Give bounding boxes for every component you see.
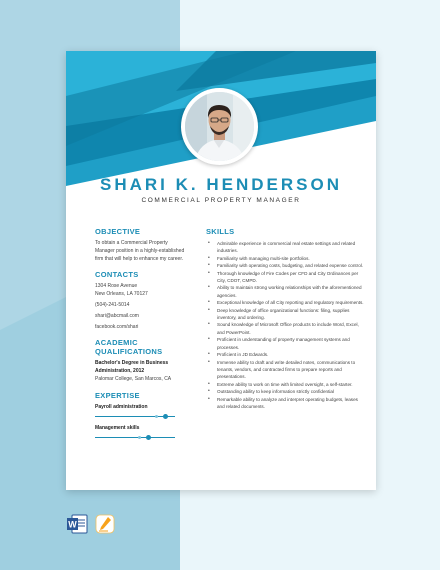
skill-item xyxy=(206,299,366,306)
expertise-item xyxy=(95,425,185,441)
expertise-level-marker-secondary xyxy=(138,436,141,439)
skill-text: Exceptional knowledge of all City reporting and regulatory requirements. xyxy=(217,300,364,306)
degree-line-2: Administration, 2012 xyxy=(95,368,145,375)
academic-heading-line-1: ACADEMIC xyxy=(95,338,138,348)
bullet-icon: • xyxy=(208,269,210,276)
skill-text: Proficient in JD Edwards. xyxy=(217,352,269,358)
skills-list xyxy=(206,240,366,410)
pages-document-icon[interactable] xyxy=(94,513,116,535)
skills-heading: SKILLS xyxy=(206,227,235,236)
resume-page xyxy=(66,51,376,490)
skill-item xyxy=(206,255,366,262)
skill-text: Sound knowledge of Microsoft Office products to include Word, Excel, and PowerPoint. xyxy=(217,322,359,335)
bullet-icon: • xyxy=(208,284,210,291)
expertise-label: Payroll administration xyxy=(95,403,148,410)
skill-item xyxy=(206,307,366,322)
skill-item xyxy=(206,388,366,395)
bullet-icon: • xyxy=(208,262,210,269)
bullet-icon: • xyxy=(208,299,210,306)
expertise-item xyxy=(95,404,185,420)
expertise-level-marker-secondary xyxy=(155,415,158,418)
bullet-icon: • xyxy=(208,358,210,365)
skill-text: Admirable experience in commercial real estate settings and related industries. xyxy=(217,241,356,254)
expertise-heading: EXPERTISE xyxy=(95,390,140,400)
skill-text: Thorough knowledge of Fire Codes per CFD and City Ordinances per City, CDOT, CMPD. xyxy=(217,270,359,284)
contacts-heading: CONTACTS xyxy=(95,270,139,280)
bullet-icon: • xyxy=(208,388,210,395)
skill-item xyxy=(206,321,366,336)
skill-item xyxy=(206,262,366,269)
expertise-bar-track xyxy=(95,437,175,438)
right-column xyxy=(206,227,366,410)
skill-item xyxy=(206,240,366,255)
profile-photo xyxy=(185,92,254,161)
skill-item xyxy=(206,359,366,381)
skill-text: Ability to maintain strong working relationships with the aforementioned agencies. xyxy=(217,285,362,298)
left-column xyxy=(95,227,185,445)
objective-heading: OBJECTIVE xyxy=(95,227,141,236)
expertise-level-bar xyxy=(95,414,175,420)
skill-text: Proficient in understanding of property management systems and processes. xyxy=(217,337,350,350)
skill-item xyxy=(206,336,366,351)
skill-text: Extreme ability to work on time with limited oversight, a self-starter. xyxy=(217,381,353,387)
candidate-name: SHARI K. HENDERSON xyxy=(100,175,342,194)
skill-item xyxy=(206,284,366,299)
skill-text: Remarkable ability to analyze and interpret operating budgets, leases and related documents. xyxy=(217,396,358,409)
bullet-icon: • xyxy=(208,321,210,328)
bullet-icon: • xyxy=(208,380,210,387)
profile-photo-frame xyxy=(181,88,258,165)
bullet-icon: • xyxy=(208,395,210,402)
bullet-icon: • xyxy=(208,351,210,358)
skill-text: Familiarity with managing multi-site portfolios. xyxy=(217,255,310,261)
expertise-level-bar xyxy=(95,434,175,440)
address-line-2: New Orleans, LA 70127 xyxy=(95,291,148,298)
skill-item xyxy=(206,396,366,411)
bullet-icon: • xyxy=(208,336,210,343)
expertise-level-marker xyxy=(163,414,168,419)
expertise-level-marker xyxy=(146,435,151,440)
skill-item xyxy=(206,351,366,358)
expertise-label: Management skills xyxy=(95,424,140,431)
skill-text: Familiarity with operating costs, budgeting, and related expense control. xyxy=(217,263,364,269)
skill-item xyxy=(206,381,366,388)
skill-item xyxy=(206,270,366,285)
bullet-icon: • xyxy=(208,254,210,261)
skill-text: Outstanding ability to keep information strictly confidential xyxy=(217,389,334,395)
phone-number: (504)-241-5014 xyxy=(95,301,130,308)
skill-text: Immense ability to draft and write detailed notes, communications to tenants, vendors, and contracted firms to prepare reports and presentations. xyxy=(217,359,356,380)
candidate-role: COMMERCIAL PROPERTY MANAGER xyxy=(141,197,301,204)
academic-heading xyxy=(95,338,185,356)
word-document-icon[interactable] xyxy=(66,513,88,535)
objective-text: To obtain a Commercial Property Manager position in a highly-established firm that will help to enhance my career. xyxy=(95,240,185,262)
address-line-1: 1304 Rose Avenue xyxy=(95,283,138,290)
school-name: Palomar College, San Marcos, CA xyxy=(95,375,172,382)
bullet-icon: • xyxy=(208,306,210,313)
skill-text: Deep knowledge of office organizational functions: filing, supplies inventory, and ordering. xyxy=(217,307,350,321)
degree-line-1: Bachelor's Degree in Business xyxy=(95,360,169,367)
academic-heading-line-2: QUALIFICATIONS xyxy=(95,347,163,357)
email-address: shari@abcmail.com xyxy=(95,312,139,319)
social-link: facebook.com/shari xyxy=(95,323,139,330)
bullet-icon: • xyxy=(208,240,210,246)
word-icon-letter: W xyxy=(68,519,77,530)
